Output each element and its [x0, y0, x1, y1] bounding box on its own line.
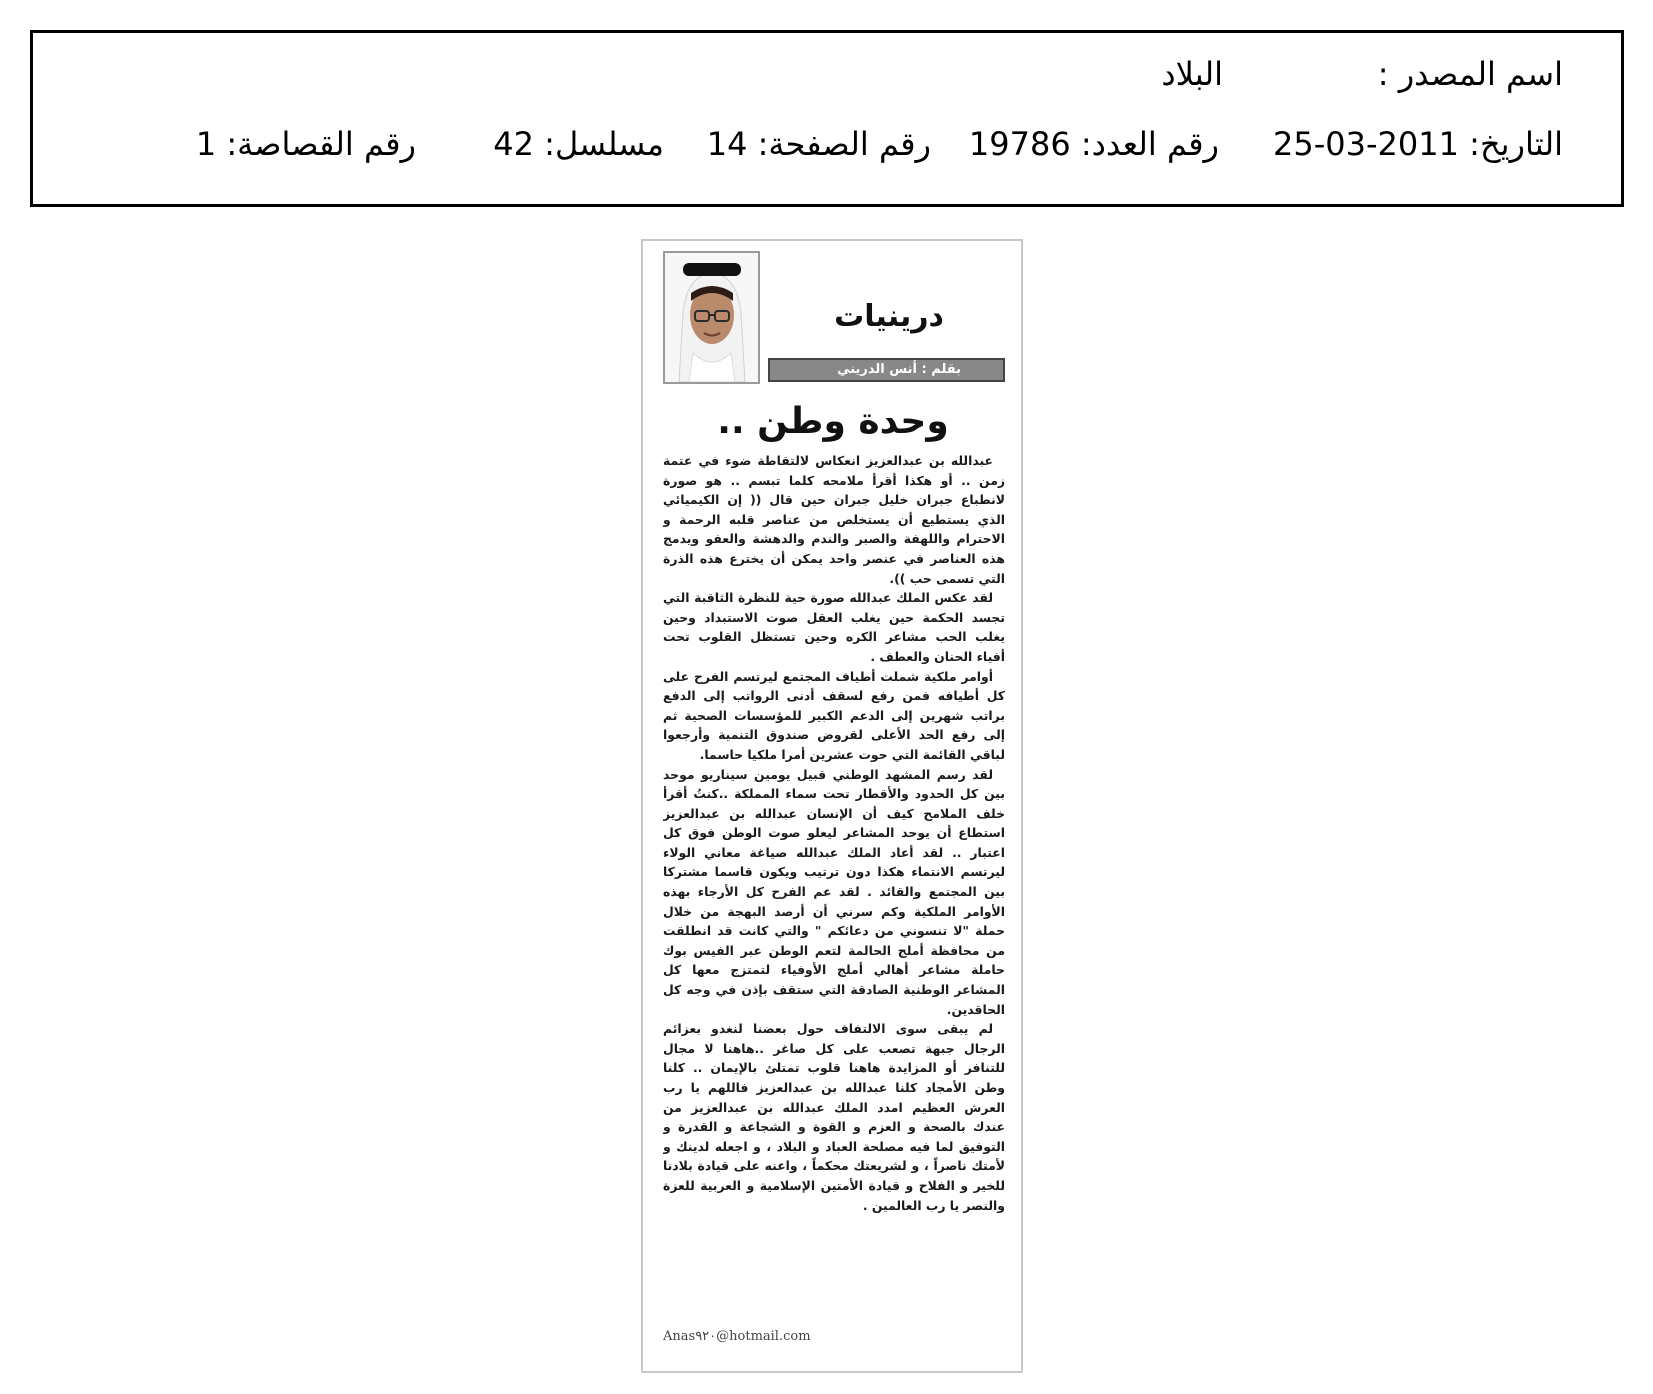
clip-label: رقم القصاصة:	[226, 125, 416, 163]
article-body	[663, 451, 1005, 1321]
issue-label: رقم العدد:	[1080, 125, 1219, 163]
column-name: درينيات	[834, 299, 944, 334]
clip-value: 1	[195, 125, 217, 163]
date-field	[1273, 125, 1563, 163]
article-paragraph: لم يبقى سوى الالتفاف حول بعضنا لنغدو بعزائم الرجال جبهة تصعب على كل صاغر ..هاهنا لا مجال للتنافر أو المزايدة هاهنا قلوب تمتلئ بالإيمان .. كلنا وطن الأمجاد كلنا عبدالله بن عبدالعزيز فاللهم يا رب العرش العظيم امدد الملك عبدالله بن عبدالعزيز من عندك بالصحة و العزم و القوة و الشجاعة و القدرة و التوفيق لما فيه مصلحة العباد و البلاد ، و اجعله لدينك و لأمتك ناصراً ، و لشريعتك محكماً ، واعنه على قيادة بلادنا للخير و الفلاح و قيادة الأمتين الإسلامية و العربية للعزة والنصر يا رب العالمين .	[663, 1021, 1005, 1213]
clip-field	[196, 125, 416, 163]
date-label: التاريخ:	[1469, 125, 1563, 163]
issue-value: 19786	[968, 125, 1071, 163]
newspaper-clipping	[641, 239, 1023, 1373]
byline: بقلم : أنس الدريني	[768, 358, 1005, 382]
article-paragraph: أوامر ملكية شملت أطياف المجتمع ليرتسم الفرح على كل أطيافه فمن رفع لسقف أدنى الرواتب إلى الدفع براتب شهرين إلى الدعم الكبير للمؤسسات الصحية ثم إلى رفع الحد الأعلى لقروض صندوق التنمية وأرجعوا لباقي القائمة التي حوت عشرين أمرا ملكيا حاسما.	[663, 668, 1005, 762]
page-field	[707, 125, 931, 163]
source-value: البلاد	[1161, 55, 1223, 93]
article-paragraph: لقد رسم المشهد الوطني قبيل يومين سيناريو موحد بين كل الحدود والأقطار تحت سماء المملكة ..كنتُ أقرأ خلف الملامح كيف أن الإنسان عبدالله بن عبدالعزيز استطاع أن يوحد المشاعر ليعلو صوت الوطن فوق كل اعتبار .. لقد أعاد الملك عبدالله صياغة معاني الولاء ليرتسم الانتماء هكذا دون ترتيب ويكون قاسما مشتركا بين المجتمع والقائد . لقد عم الفرح كل الأرجاء بهذه الأوامر الملكية وكم سرني أن أرصد البهجة من خلال حملة "لا تنسوني من دعائكم " والتي كانت قد انطلقت من محافظة أملج الحالمة لتعم الوطن عبر الفيس بوك حاملة مشاعر أهالي أملج الأوفياء لتمتزج معها كل المشاعر الوطنية الصادقة التي ستقف بإذن في وجه كل الحاقدين.	[663, 766, 1005, 1017]
date-value: 25-03-2011	[1273, 125, 1459, 163]
serial-field	[493, 125, 664, 163]
author-portrait-icon	[663, 251, 760, 384]
article-paragraph: عبدالله بن عبدالعزيز انعكاس لالتقاطة ضوء في عتمة زمن .. أو هكذا أقرأ ملامحه كلما تبسم .. هو صورة لانطباع جبران خليل جبران حين قال (( إن الكيميائي الذي يستطيع أن يستخلص من عناصر قلبه الرحمة و الاحترام واللهفة والصبر والندم والدهشة والعفو ويدمج هذه العناصر في عنصر واحد يمكن أن يخترع هذه الذرة التي تسمى حب )).	[663, 453, 1005, 586]
serial-value: 42	[493, 125, 534, 163]
source-label: اسم المصدر :	[1377, 55, 1563, 93]
article-headline: وحدة وطن ..	[717, 401, 949, 442]
metadata-header	[30, 30, 1624, 207]
issue-field	[969, 125, 1219, 163]
article-paragraph: لقد عكس الملك عبدالله صورة حية للنظرة الثاقبة التي تجسد الحكمة حين يغلب العقل صوت الاستبداد وحين يغلب الحب مشاعر الكره وحين تستظل القلوب تحت أفياء الحنان والعطف .	[663, 590, 1005, 664]
page-label: رقم الصفحة:	[757, 125, 931, 163]
author-email: Anas٩٢٠@hotmail.com	[663, 1329, 811, 1344]
page-value: 14	[706, 125, 748, 163]
serial-label: مسلسل:	[544, 125, 664, 163]
